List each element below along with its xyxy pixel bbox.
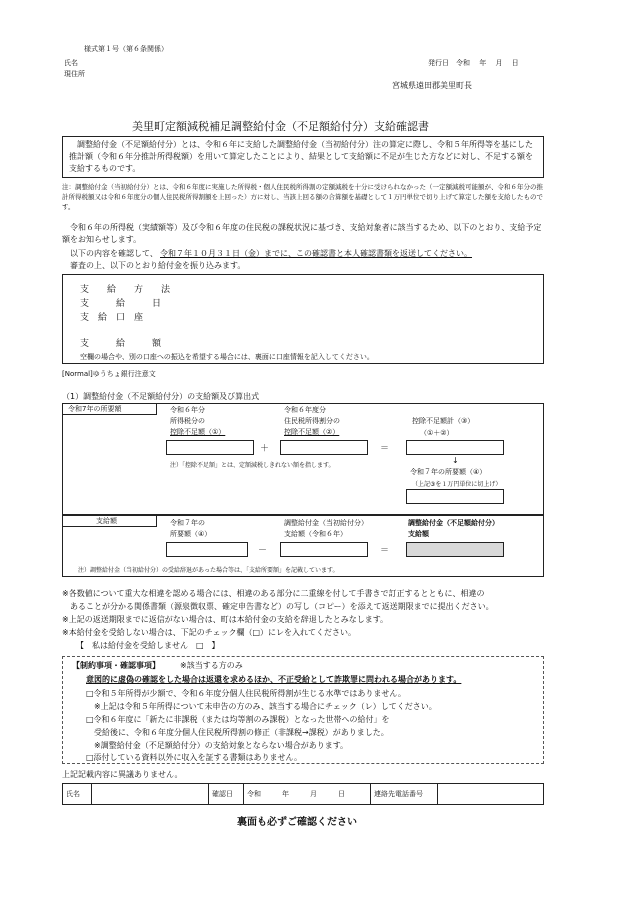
restrictions-subtitle: ※該当する方のみ [180, 661, 243, 670]
plus-sign: ＋ [260, 444, 270, 454]
calc-note1: 注）「控除不足額」とは、定額減税しきれない額を指します。 [170, 462, 335, 469]
confirm-statement: 上記記載内容に異議ありません。 [62, 770, 183, 779]
item5-line1: 令和７年の [170, 519, 205, 527]
issue-date: 発行日 令和 年 月 日 [428, 59, 519, 67]
remark-2: あることが分かる関係書類（源泉徴収票、確定申告書など）の写し（コピー）を添えて返送期限までに提出ください。 [62, 602, 494, 611]
item6-label [284, 518, 368, 540]
down-arrow: ↓ [452, 456, 459, 465]
remark-3: ※上記の返送期限までに返信がない場合は、町は本給付金の支給を辞退したとみなします。 [62, 615, 389, 624]
calc-note2: 注）調整給付金（当初給付分）の受給辞退があった場合等は、「支給所要額」を記載しています。 [78, 567, 339, 574]
item2-line2: 住民税所得割分の [284, 417, 340, 425]
item2-line3: 控除不足額（②） [284, 428, 340, 436]
item4-sub: （上記③を１万円単位に切上げ） [412, 481, 502, 488]
payment-amount-label: 支 給 額 [80, 339, 162, 349]
item6-line1: 調整給付金（当初給付分） [284, 519, 368, 527]
item5-line2: 所要額（④） [170, 530, 212, 538]
equals-sign-2: ＝ [380, 546, 390, 556]
confirm-date-label: 確認日 [209, 784, 244, 805]
confirm-phone-field[interactable] [438, 784, 544, 805]
item1-line1: 令和６年分 [170, 406, 205, 414]
minus-sign: － [258, 546, 268, 556]
notice-line-2: 以下の内容を確認して、 [62, 249, 158, 258]
payment-account-label: 支 給 口 座 [80, 313, 144, 323]
remark-1: ※各数値について重大な相違を認める場合には、相違のある部分に二重線を付して手書きで訂正するとともに、相違の [62, 589, 485, 598]
item2-field[interactable] [280, 440, 368, 455]
item5-label [170, 518, 211, 540]
confirm-name-field[interactable] [92, 784, 209, 805]
item7-line2: 支給額 [408, 530, 429, 538]
issuer: 宮城県遠田郡美里町長 [392, 81, 472, 90]
confirmation-table [62, 783, 544, 805]
item1-line3: 控除不足額（①） [170, 428, 226, 436]
payment-date-label: 支 給 日 [80, 299, 162, 309]
confirm-date-field[interactable]: 令和 年 月 日 [244, 784, 371, 805]
item3-formula: （①＋②） [420, 429, 454, 437]
item1-field[interactable] [166, 440, 254, 455]
restrictions-title: 【制約事項・確認事項】 [72, 661, 160, 670]
item7-label [408, 518, 499, 540]
pay-label: 支給額 [96, 517, 117, 525]
restriction-item-4: 受給後に、令和６年度分個人住民税所得割の修正（非課税→課税）がありました。 [86, 728, 389, 737]
intro-box [62, 136, 544, 178]
item2-label [284, 405, 340, 438]
equals-sign: ＝ [380, 444, 390, 454]
item7-line1: 調整給付金（不足額給付分） [408, 519, 499, 527]
form-number: 様式第１号（第６条関係） [84, 45, 168, 53]
footer-note: 裏面も必ずご確認ください [237, 817, 357, 828]
intro-text: 調整給付金（不足額給付分）とは、令和６年に支給した調整給付金（当初給付分）注の算定に際し、令和５年所得等を基にした推計額（令和６年分推計所得税額）を用いて算定したことにより、結果として支給額に不足が生じた方などに対し、不足する額を支給するものです。 [69, 140, 533, 173]
confirm-phone-label: 連絡先電話番号 [371, 784, 438, 805]
restriction-item-6[interactable]: □添付している資料以外に収入を証する書類はありません。 [86, 753, 303, 762]
decline-checkbox[interactable]: 【 私は給付金を受給しません □ 】 [76, 641, 220, 650]
bank-note: [Normal]ゆうちょ銀行注意文 [62, 370, 156, 378]
item1-label [170, 405, 225, 438]
item2-line1: 令和６年度分 [284, 406, 326, 414]
payment-method-label: 支 給 方 法 [80, 285, 171, 295]
restriction-item-3[interactable]: □令和６年度に「新たに非課税（または均等割のみ課税）となった世帯への給付」を [86, 715, 390, 724]
item3-field[interactable] [406, 440, 504, 455]
item4-field[interactable] [406, 489, 504, 504]
item1-line2: 所得税分の [170, 417, 205, 425]
item5-field[interactable] [166, 542, 248, 557]
restriction-item-5: ※調整給付金（不足額給付分）の支給対象とならない場合があります。 [86, 741, 349, 750]
notice-deadline: 令和７年１０月３１日（金）までに、この確認書と本人確認書類を返送してください。 [160, 249, 472, 258]
item4-label: 令和７年の所要額（④） [410, 468, 487, 476]
restriction-item-2: ※上記は令和５年所得について未申告の方のみ、該当する場合にチェック（レ）してください。 [86, 702, 437, 711]
item6-line2: 支給額（令和６年） [284, 530, 347, 538]
address-label: 現住所 [64, 70, 85, 78]
remark-4: ※本給付金を受給しない場合は、下記のチェック欄（□）にレを入れてください。 [62, 628, 357, 637]
calc-heading: （1）調整給付金（不足額給付分）の支給額及び算出式 [62, 392, 260, 401]
document-title: 美里町定額減税補足調整給付金（不足額給付分）支給確認書 [132, 120, 429, 133]
payment-note: 空欄の場合や、別の口座への振込を希望する場合には、裏面に口座情報を記入してください。 [80, 353, 374, 361]
notice-line-4: 審査の上、以下のとおり給付金を振り込みます。 [62, 261, 246, 270]
restrictions-warning: 意図的に虚偽の確認をした場合は返還を求めるほか、不正受給として詐欺罪に問われる場合があります。 [86, 675, 462, 684]
confirm-name-label: 氏名 [63, 784, 92, 805]
item3-label: 控除不足額計（③） [412, 417, 475, 425]
name-label: 氏名 [64, 59, 78, 67]
initial-note: 注：調整給付金（当初給付分）とは、令和６年度に実施した所得税・個人住民税所得割の定額減税を十分に受けられなかった（一定額減税可能額が、令和６年分の推計所得税額又は令和６年度分の個人住民税所得割額を上回った）方に対し、当該上回る額の合算額を基礎として１万円単位で切り上げて算定した額を支給したものです。 [62, 183, 543, 211]
item6-field[interactable] [280, 542, 368, 557]
notice-line-1: 令和６年の所得税（実績額等）及び令和６年度の住民税の課税状況に基づき、支給対象者に該当するため、以下のとおり、支給予定額をお知らせします。 [62, 223, 542, 244]
required-label: 令和7年の所要額 [68, 405, 122, 413]
restriction-item-1[interactable]: □令和５年所得が少額で、令和６年度分個人住民税所得割が生じる水準ではありません。 [86, 689, 406, 698]
item7-field[interactable] [406, 542, 504, 557]
